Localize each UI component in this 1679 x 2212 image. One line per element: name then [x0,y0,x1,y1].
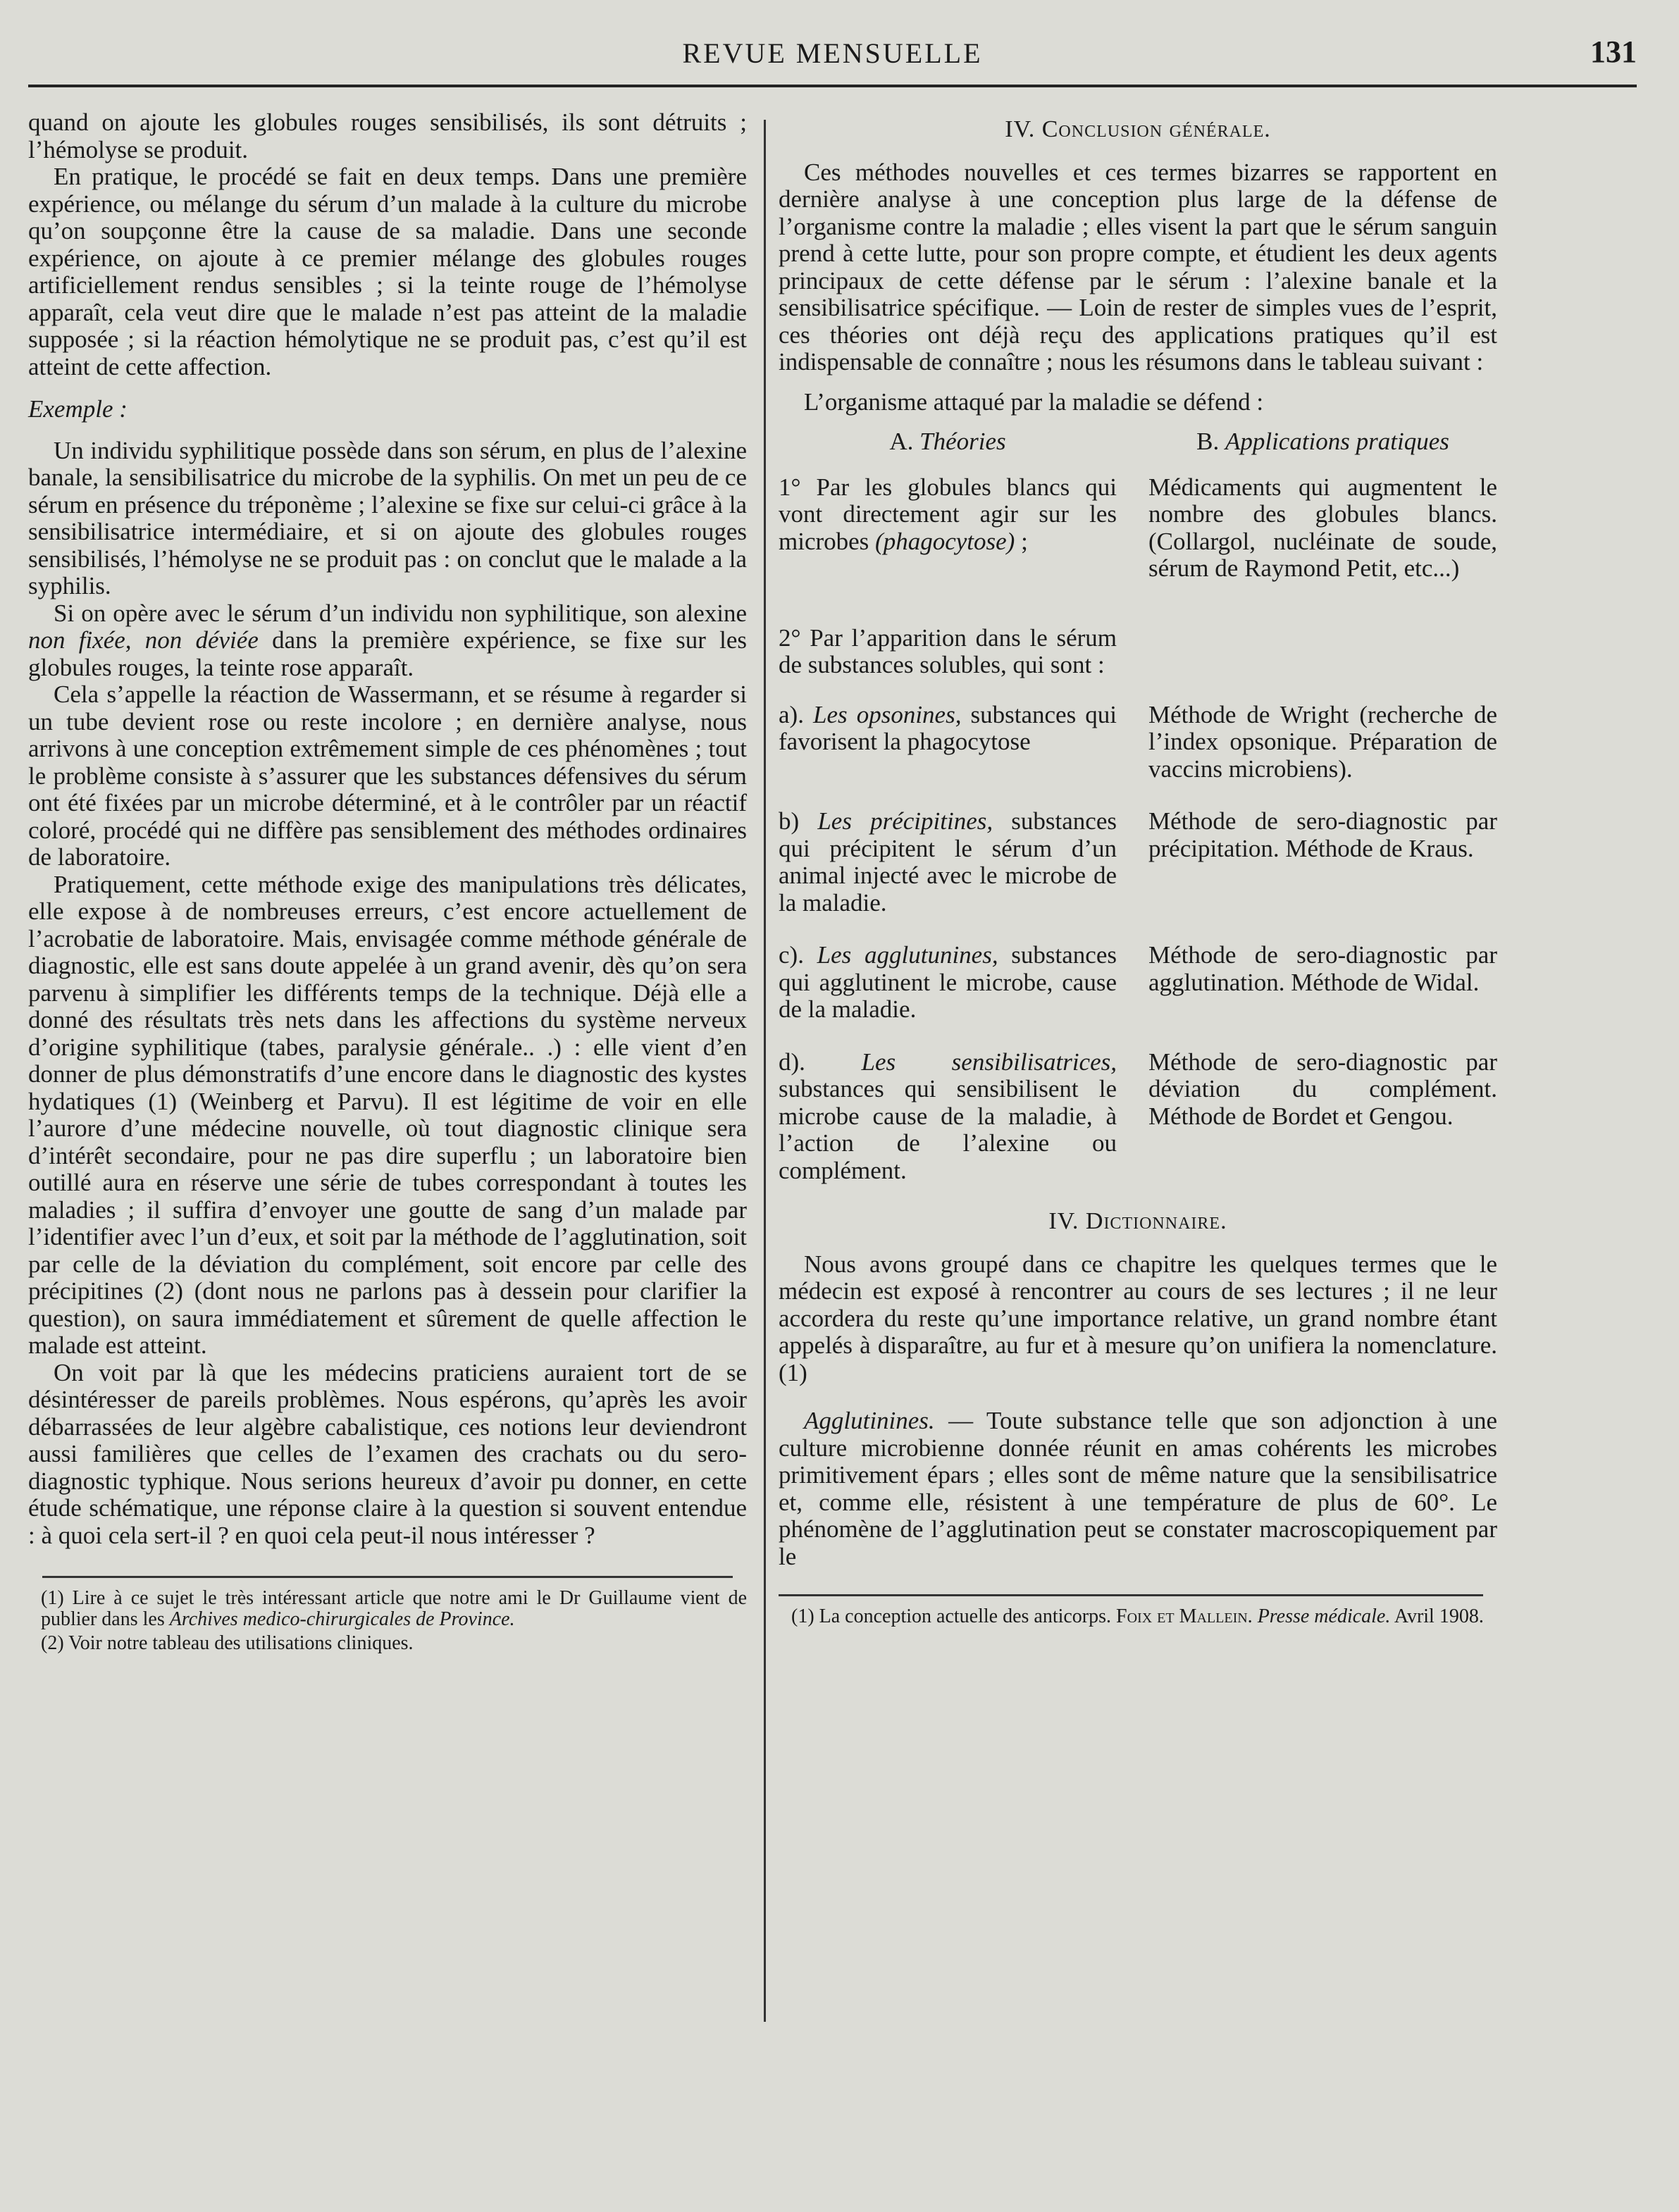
text-run: c). [779,941,817,969]
application-cell [1148,625,1497,679]
authors: Foix et Mallein. [1116,1605,1253,1627]
header-label: Théories [919,428,1006,455]
text-run: a). [779,700,814,728]
table-row [779,702,1497,783]
text-run: d). [779,1048,862,1076]
section-title: Conclusion générale. [1041,116,1271,142]
page-number: 131 [1590,35,1637,69]
application-cell: Méthode de sero-diagnostic par précipitation. Méthode de Kraus. [1148,807,1497,862]
dictionary-entry [779,1408,1497,1570]
footnotes [779,1594,1497,1627]
text-run: substances qui agglutinent le microbe, cause de la maladie. [779,941,1117,1023]
header-label: Applications pratiques [1225,428,1449,455]
emphasis: (phagocytose) [875,527,1015,555]
table-row [779,808,1497,917]
dictionary-section [779,1251,1497,1571]
journal-title: REVUE MENSUELLE [682,37,983,69]
section-number: IV. [1048,1208,1086,1234]
column-header [1148,428,1497,456]
emphasis: Les précipitines, [817,807,993,835]
section-heading [779,1208,1497,1236]
table-row [779,625,1497,679]
text-run: substances qui sensibilisent le microbe cause de la maladie, à l’action de l’alexine ou complément. [779,1075,1117,1184]
running-header [28,34,1637,76]
paragraph: Un individu syphilitique possède dans son sérum, en plus de l’alexine banale, la sensibilisatrice du microbe de la syphilis. On met un peu de ce sérum en présence du tréponème ; l’alexine se fixe sur celui-ci grâce à la sensibilisatrice intermédiaire, et si on ajoute des globules rouges sensibilisés, l’hémolyse ne se produit pas : on conclut que le malade a la syphilis. [28,436,747,599]
left-column [28,109,747,1657]
paragraph: Pratiquement, cette méthode exige des manipulations très délicates, elle expose à de nombreuses erreurs, c’est encore actuellement de l’acrobatie de laboratoire. Mais, envisagée comme méthode générale de diagnostic, elle est sans doute appelée à un grand avenir, dès qu’on sera parvenu à simplifier les différents temps de la technique. Déjà elle a donné des résultats très nets dans les affections du système nerveux d’origine syphilitique (tabes, paralysie générale.. .) : elle vient d’en donner de plus démonstratifs d’une encore dans le diagnostic des kystes hydatiques (1) (Weinberg et Parvu). Il est légitime de voir en elle l’aurore d’une médecine nouvelle, où tout diagnostic clinique sera d’intérêt secondaire, pour ne pas dire superflu ; un laboratoire bien outillé aura en réserve une série de tubes correspondant à toutes les maladies ; il suffira d’envoyer une goutte de sang d’un malade par l’identifier avec l’un d’eux, et soit par la méthode de l’agglutination, soit par celle de la déviation du complément, soit encore par celle des précipitines (2) (dont nous ne parlons pas à dessein pour clarifier la question), on saura immédiatement et sûrement de quelle affection le malade est atteint. [28,870,747,1359]
paragraph: On voit par là que les médecins praticiens auraient tort de se désintéresser de pareils problèmes. Nous espérons, qu’après les avoir débarrassées de leur algèbre cabalistique, ces notions leur deviendront aussi familières que celles de l’examen des crachats ou du sero-diagnostic typhique. Nous serions heureux d’avoir pu donner, en cette étude schématique, une réponse claire à la question si souvent entendue : à quoi cela sert-il ? en quoi cela peut-il nous intéresser ? [28,1358,747,1549]
header-prefix: A. [889,428,920,455]
header-rule [28,85,1637,87]
emphasis: Les opsonines, [813,700,962,728]
paragraph: quand on ajoute les globules rouges sensibilisés, ils sont détruits ; l’hémolyse se produit. [28,108,747,163]
application-cell: Méthode de sero-diagnostic par agglutination. Méthode de Widal. [1148,941,1497,996]
header-prefix: B. [1196,428,1225,455]
text-run: Avril 1908. [1390,1605,1484,1627]
text-run: Si on opère avec le sérum d’un individu non syphilitique, son alexine [54,599,747,627]
footnote [779,1606,1497,1627]
theory-cell [779,1049,1117,1185]
theory-cell [779,808,1117,917]
emphasis: Les agglutunines, [817,941,998,969]
text-run: (1) La conception actuelle des anticorps. [791,1605,1117,1627]
application-cell: Médicaments qui augmentent le nombre des globules blancs. (Collargol, nucléinate de soude, sérum de Raymond Petit, etc...) [1148,473,1497,582]
text-run: dans la première expérience, se fixe sur les globules rouges, la teinte rose apparaît. [28,626,747,681]
right-column [779,109,1497,1627]
example-label: Exemple : [28,395,128,423]
emphasis: non fixée, non déviée [28,626,259,654]
footnote-rule [42,1576,733,1578]
theory-cell [779,942,1117,1024]
paragraph: Ces méthodes nouvelles et ces termes bizarres se rapportent en dernière analyse à une conception plus large de la défense de l’organisme contre la maladie ; elles visent la part que le sérum sanguin prend à cette lutte, pour son propre compte, et étudient les deux agents principaux de cette défense par le sérum : l’alexine banale et la sensibilisatrice spécifique. — Loin de rester de simples vues de l’esprit, ces théories ont déjà reçu des applications pratiques qu’il est indispensable de connaître ; nous les résumons dans le tableau suivant : [779,158,1497,375]
theory-cell [779,702,1117,783]
text-run: substances qui favorisent la phagocytose [779,700,1117,755]
section-title: Dictionnaire. [1085,1208,1227,1234]
section-heading [779,116,1497,144]
text-run: b) [779,807,818,835]
defense-table [779,428,1497,1184]
footnote [28,1588,747,1630]
paragraph: Nous avons groupé dans ce chapitre les quelques termes que le médecin est exposé à rencontrer au cours de ses lectures ; il ne leur accordera du reste qu’une importance relative, un grand nombre étant appelés à disparaître, au fur et à mesure qu’on unifiera la nomenclature. (1) [779,1250,1497,1386]
paragraph: En pratique, le procédé se fait en deux temps. Dans une première expérience, ou mélange du sérum d’un malade à la culture du microbe qu’on soupçonne être la cause de sa maladie. Dans une seconde expérience, on ajoute à ce premier mélange des globules rouges artificiellement rendus sensibles ; si la teinte rouge de l’hémolyse apparaît, cela veut dire que le malade n’est pas atteint de la maladie supposée ; si la réaction hémolytique ne se produit pas, c’est qu’il est atteint de cette affection. [28,163,747,380]
theory-cell: 2° Par l’apparition dans le sérum de substances solubles, qui sont : [779,623,1117,678]
emphasis: Presse médicale. [1252,1605,1391,1627]
emphasis: Archives medico-chirurgicales de Province. [169,1608,515,1630]
footnotes [28,1588,747,1654]
theory-cell [779,474,1117,583]
entry-term: Agglutinines. [804,1407,935,1434]
text-run: substances qui précipitent le sérum d’un animal injecté avec le microbe de la maladie. [779,807,1117,917]
footnote: (2) Voir notre tableau des utilisations cliniques. [41,1632,414,1654]
entry-text: — Toute substance telle que son adjonction à une culture microbienne donnée réunit en amas cohérents les microbes primitivement épars ; elles sont de même nature que la sensibilisatrice et, comme elle, résistent à une température de plus de 60°. Le phénomène de l’agglutination peut se constater macroscopiquement par le [779,1407,1497,1570]
column-header [779,428,1117,456]
table-row [779,474,1497,583]
table-header [779,428,1497,456]
table-row [779,1049,1497,1185]
paragraph: L’organisme attaqué par la maladie se défend : [804,387,1264,416]
application-cell: Méthode de sero-diagnostic par déviation du complément. Méthode de Bordet et Gengou. [1148,1048,1497,1130]
table-row [779,942,1497,1024]
paragraph: Cela s’appelle la réaction de Wassermann, et se résume à regarder si un tube devient rose ou reste incolore ; en dernière analyse, nous arrivons à une conception extrêmement simple de ces phénomènes ; tout le problème consiste à s’assurer que les substances défensives du sérum ont été fixées par un microbe déterminé, et à le contrôler par un réactif coloré, procédé qui ne diffère pas sensiblement des méthodes ordinaires de laboratoire. [28,681,747,871]
text-run: (1) Lire à ce sujet le très intéressant article que notre ami le Dr Guillaume vient de publier dans les [41,1587,747,1630]
application-cell: Méthode de Wright (recherche de l’index opsonique. Préparation de vaccins microbiens). [1148,700,1497,783]
column-divider [764,120,766,2022]
text-run: 1° Par les globules blancs qui vont directement agir sur les microbes [779,473,1117,555]
section-number: IV. [1005,116,1042,142]
paragraph [28,600,747,682]
text-run: ; [1015,527,1028,555]
footnote-rule [779,1594,1483,1596]
emphasis: Les sensibilisatrices, [861,1048,1117,1076]
